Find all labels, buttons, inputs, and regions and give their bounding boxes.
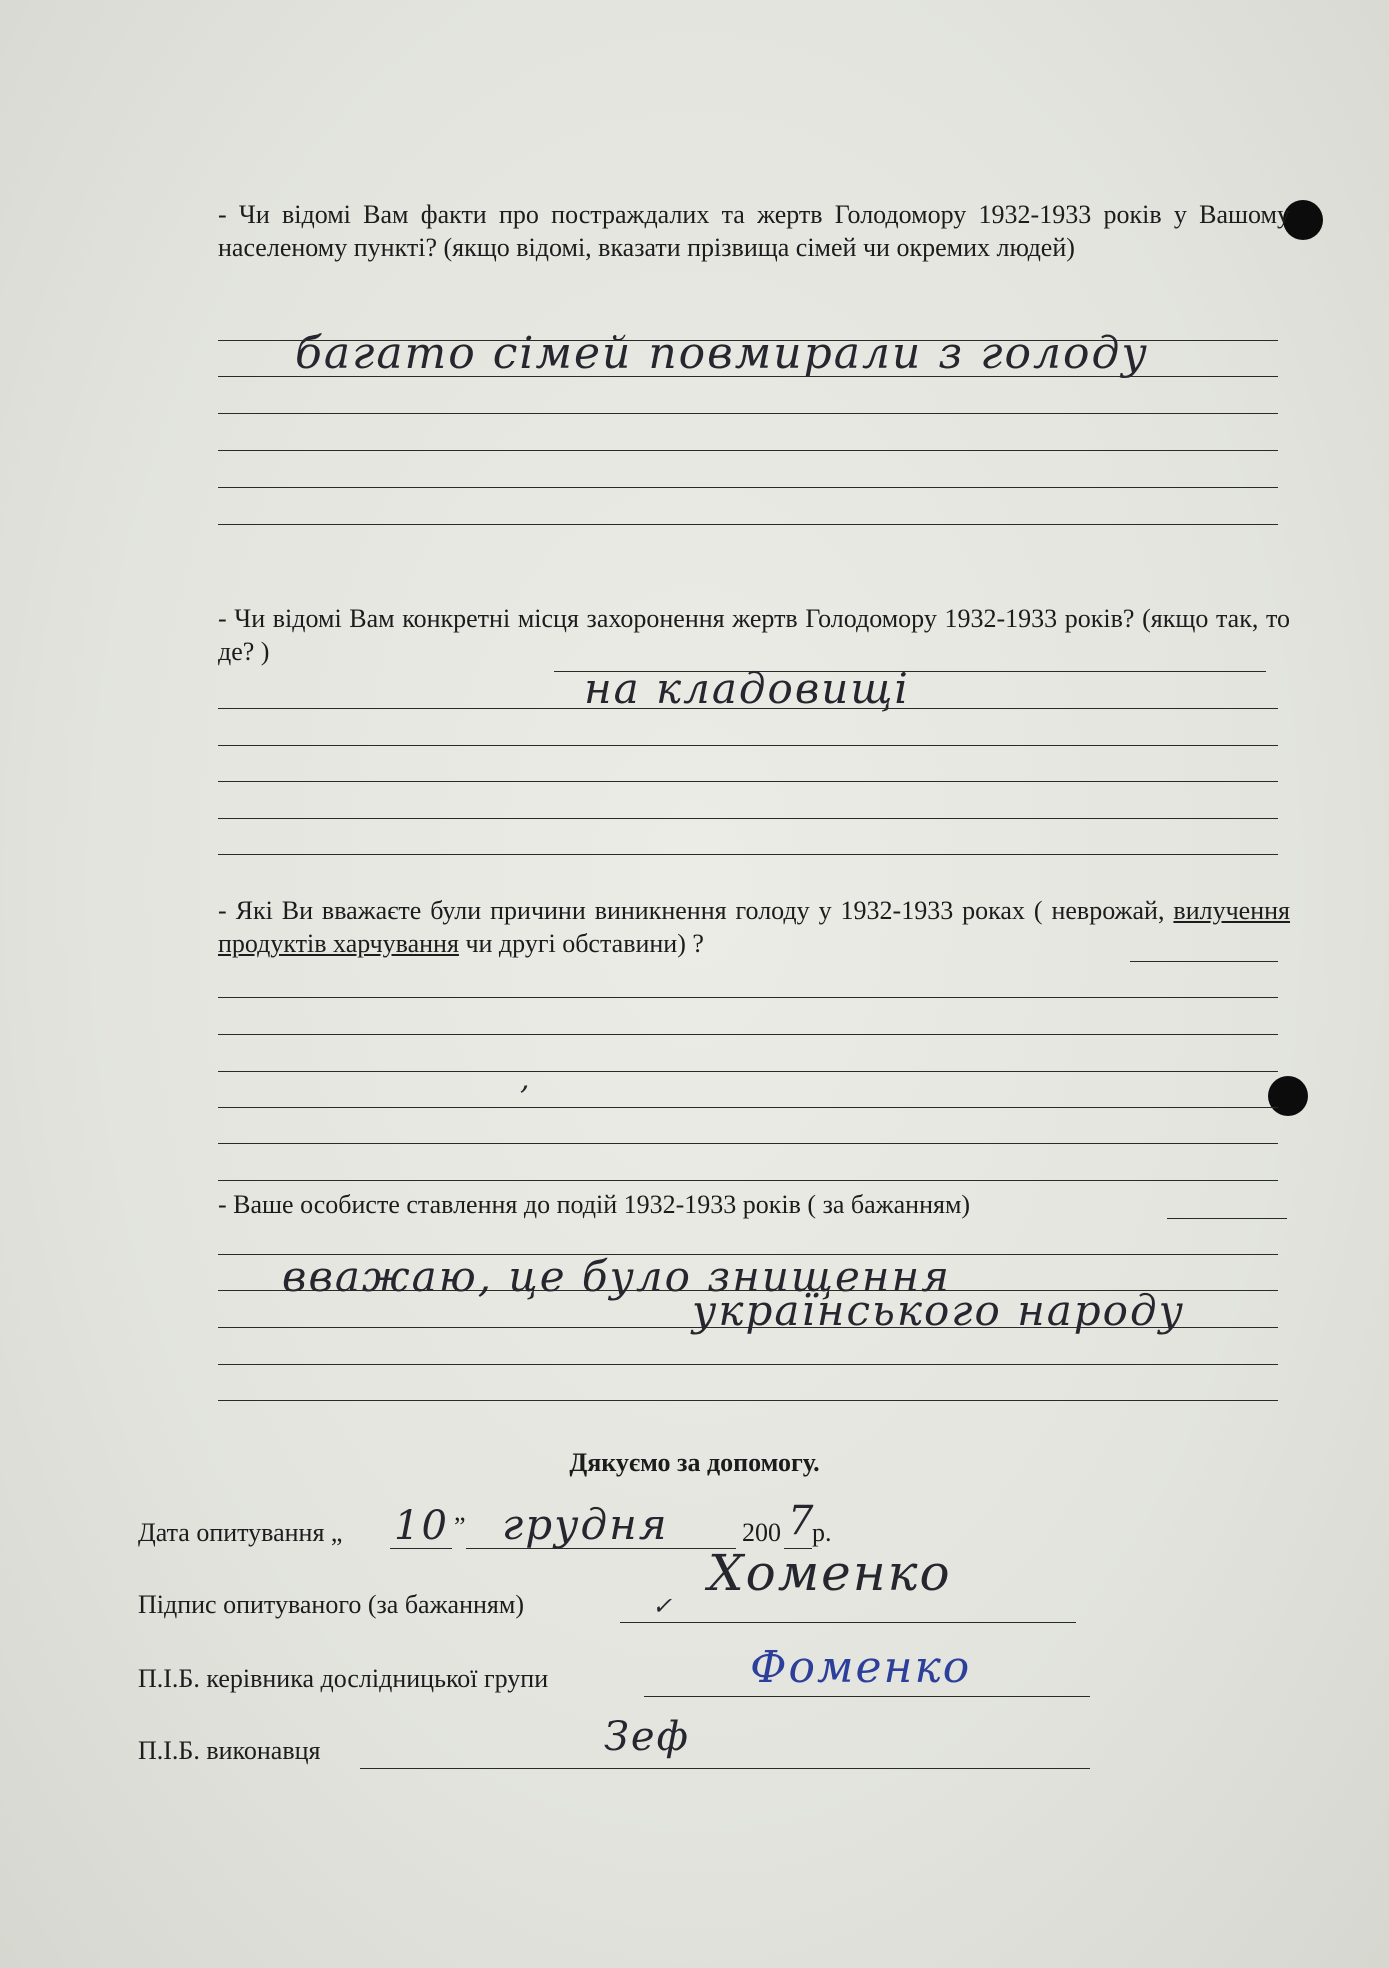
answer-line: [218, 1034, 1278, 1035]
question-1-answer: багато сімей повмирали з голоду: [295, 328, 1149, 379]
answer-line: [218, 1180, 1278, 1181]
answer-line: [218, 1364, 1278, 1365]
question-3-underlined-options: вилучення продуктів харчування: [218, 896, 1290, 958]
answer-line: [218, 997, 1278, 998]
answer-line: [218, 818, 1278, 819]
date-year-suffix: 7: [788, 1498, 816, 1544]
question-4-text: - Ваше особисте ставлення до подій 1932-1933 років ( за бажанням): [218, 1190, 971, 1219]
date-year-prefix: 200: [742, 1518, 781, 1547]
answer-line: [218, 781, 1278, 782]
answer-line: [218, 745, 1278, 746]
answer-line: [218, 1400, 1278, 1401]
answer-line: [218, 340, 1278, 341]
punch-hole-middle: [1268, 1076, 1308, 1116]
question-1-text: - Чи відомі Вам факти про постраждалих та жертв Голодомору 1932-1933 років у Вашому населеному пункті? (якщо відомі, вказати прізвища сімей чи окремих людей): [218, 200, 1290, 262]
answer-line: [1130, 961, 1278, 962]
question-2-answer: на кладовищі: [584, 664, 910, 713]
executor-label: П.І.Б. виконавця: [138, 1736, 321, 1765]
respondent-signature-label: Підпис опитуваного (за бажанням): [138, 1590, 524, 1619]
thanks-heading: Дякуємо за допомогу.: [569, 1448, 820, 1477]
answer-line: [218, 376, 1278, 377]
question-4-answer-line-2: українського народу: [692, 1286, 1185, 1335]
date-quote-close: ”: [454, 1512, 466, 1541]
date-day-value: 10: [394, 1503, 449, 1549]
answer-line: [218, 1071, 1278, 1072]
question-3-text: [218, 894, 1290, 960]
date-label: Дата опитування „: [138, 1518, 343, 1547]
question-3-text-end: чи другі обставини) ?: [458, 929, 704, 958]
question-2-text: - Чи відомі Вам конкретні місця захоронення жертв Голодомору 1932-1933 років? (якщо так, то де? ): [218, 604, 1290, 666]
answer-line: [218, 708, 1278, 709]
question-4-answer-line-1: вважаю, це було знищення: [282, 1252, 951, 1301]
group-leader-signature: Фоменко: [750, 1642, 972, 1693]
answer-line: [218, 450, 1278, 451]
group-leader-label: П.І.Б. керівника дослідницької групи: [138, 1664, 549, 1693]
answer-line: [1167, 1218, 1287, 1219]
question-3-text-start: - Які Ви вважаєте були причини виникнення голоду у 1932-1933 роках ( неврожай,: [218, 896, 1174, 925]
answer-line: [218, 1107, 1278, 1108]
answer-line: [218, 524, 1278, 525]
answer-line: [218, 487, 1278, 488]
executor-signature: Зеф: [604, 1714, 690, 1760]
answer-line: [218, 1327, 1278, 1328]
date-month-value: грудня: [502, 1500, 669, 1549]
question-3-mark: ,: [520, 1062, 532, 1097]
respondent-signature-value: Хоменко: [708, 1544, 952, 1602]
answer-line: [218, 413, 1278, 414]
answer-line: [218, 1143, 1278, 1144]
executor-line: [360, 1768, 1090, 1769]
answer-line: [218, 854, 1278, 855]
date-year-unit: р.: [812, 1518, 832, 1547]
group-leader-line: [644, 1696, 1090, 1697]
respondent-signature-line: [620, 1622, 1076, 1623]
respondent-check-mark: ✓: [652, 1592, 675, 1620]
